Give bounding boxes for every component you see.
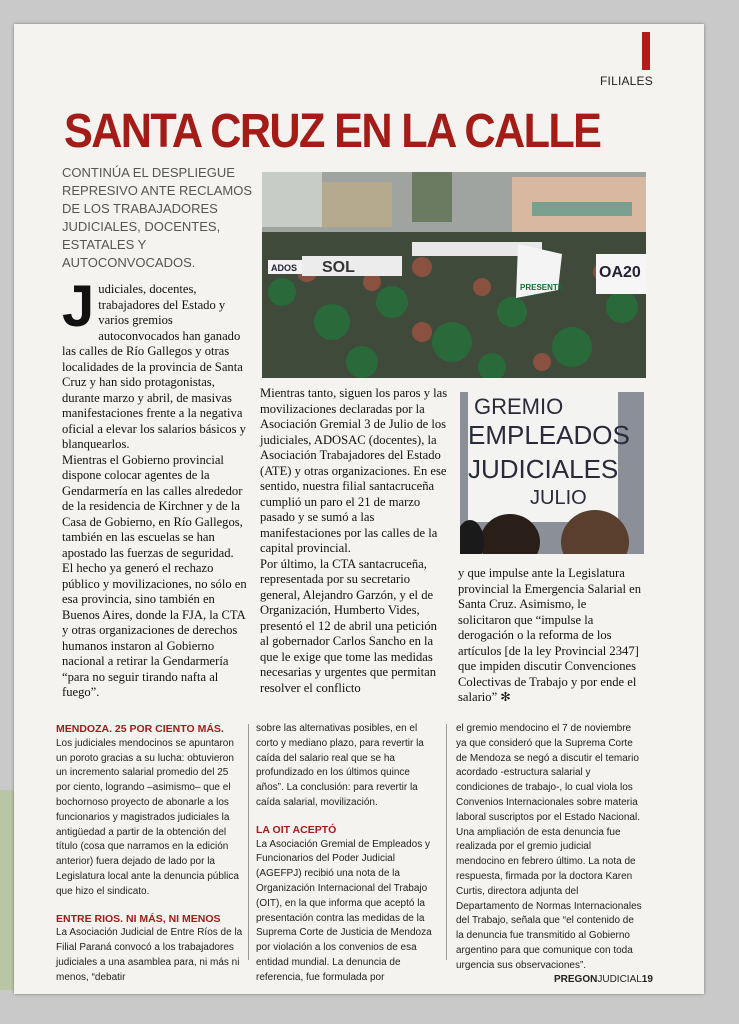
sign-text-right: OA20 <box>599 264 641 281</box>
banner-line-4: JULIO <box>530 487 587 509</box>
banner-text-mid: SOL <box>322 259 355 276</box>
banner-text-left: ADOS <box>271 263 298 273</box>
column-divider <box>446 724 447 960</box>
banner-line-2: EMPLEADOS <box>468 420 630 450</box>
brief-column-1 <box>56 722 244 986</box>
article-column-2: Mientras tanto, siguen los paros y las movilizaciones declaradas por la Asociación Gremial 3 de Julio de los judiciales, ADOSAC (docentes), la Asociación Trabajadores del Estado (ATE) y otras organizaciones. En ese sentido, nuestra filial santacruceña cumplió un paro el 21 de marzo pasado y se sumó a las manifestaciones por las calles de la capital provincial. Por último, la CTA santacruceña, representada por su secretario general, Alejandro Garzón, y el de Organización, Humberto Vides, presentó el 12 de abril una petición al gobernador Carlos Sancho en la que le exige que tome las medidas necesarias y urgentes que permitan resolver el conflicto <box>260 386 448 695</box>
page-edge-strip <box>0 790 14 990</box>
footer-brand-a: PREGON <box>554 974 598 985</box>
brief-body-mendoza: Los judiciales mendocinos se apuntaron un poroto gracias a su lucha: obtuvieron un incremento salarial promedio del 25 por ciento, logrando –asimismo– que el bochornoso proyecto de abonarle a los funcionarios y magistrados judiciales la antigüedad a partir de la obtención del título (cosa que narramos en la edición anterior) fuera dejado de lado por la Legislatura local ante la denuncia pública que hizo el sindicato. <box>56 737 239 897</box>
drop-cap: J <box>62 274 95 339</box>
page-footer <box>554 974 653 985</box>
banner-line-3: JUDICIALES <box>468 454 619 484</box>
headline: SANTA CRUZ EN LA CALLE <box>64 105 601 158</box>
section-label: FILIALES <box>600 74 653 88</box>
section-marker <box>642 32 650 70</box>
brief-body-oit: La Asociación Gremial de Empleados y Funcionarios del Poder Judicial (AGEFPJ) recibió una nota de la Organización Internacional del Trabajo (OIT), en la que informa que aceptó la presentación contra las medidas de la Suprema Corte de Justicia de Mendoza por violación a los convenios de esa entidad mundial. La denuncia de referencia, fue formulada por <box>256 838 432 983</box>
article-column-1 <box>62 274 248 701</box>
brief-body-oit-continued: el gremio mendocino el 7 de noviembre ya que consideró que la Suprema Corte de Mendoza se negó a discutir el temario acordado -estructura salarial y condiciones de trabajo-, lo cual viola los Convenios Internacionales sobre materia laboral suscriptos por el Estado Nacional. Una ampliación de esta denuncia fue realizada por el gremio judicial mendocino en febrero último. La nota de respuesta, firmada por la doctora Karen Curtis, directora adjunta del Departamento de Normas Internacionales del Trabajo, señala que “el contenido de la denuncia fue transmitido al Gobierno argentino para que comunique con toda urgencia sus observaciones”. <box>456 723 642 971</box>
column-divider <box>248 724 249 960</box>
article-text-1: udiciales, docentes, trabajadores del Estado y varios gremios autoconvocados han ganado las calles de Río Gallegos y otras localidades de la provincia de Santa Cruz y han sido protagonistas, durante marzo y abril, de masivas manifestaciones frente a la negativa oficial a elevar los salarios básicos y blanquearlos. Mientras el Gobierno provincial dispone colocar agentes de la Gendarmería en las calles alrededor de la residencia de Kirchner y de la Casa de Gobierno, en Río Gallegos, también en las escuelas se han apostado las fuerzas de seguridad. El hecho ya generó el rechazo público y movilizaciones, no sólo en esa provincia, sino también en Buenos Aires, donde la FJA, la CTA y otras organizaciones de derechos humanos instaron al Gobierno nacional a retirar la Gendarmería “para no seguir tirando nafta al fuego”. <box>62 282 247 699</box>
article-column-3: y que impulse ante la Legislatura provincial la Emergencia Salarial en Santa Cruz. Asimismo, le solicitaron que “impulse la derogación o la reforma de los artículos [de la ley Provincial 2347] que impiden discutir Convenciones Colectivas de Trabajo y por ende el salario” ✻ <box>458 566 641 704</box>
brief-column-3 <box>456 722 642 974</box>
crowd-protest-photo <box>262 172 646 378</box>
union-banner-photo <box>460 392 644 554</box>
page-number: 19 <box>641 974 653 985</box>
footer-brand-b: JUDICIAL <box>597 974 642 985</box>
brief-column-2 <box>256 722 438 986</box>
brief-body-continued: sobre las alternativas posibles, en el corto y mediano plazo, para revertir la caída del salario real que se ha profundizado en los últimos quince años”. La conclusión: para revertir la caída salarial, movilización. <box>256 723 424 808</box>
brief-heading-entre-rios: ENTRE RIOS. NI MÁS, NI MENOS <box>56 912 221 925</box>
brief-body-entre-rios: La Asociación Judicial de Entre Ríos de la Filial Paraná convocó a los trabajadores judiciales a una asamblea para, ni más ni menos, “debatir <box>56 927 243 983</box>
banner-line-1: GREMIO <box>474 394 564 419</box>
flag-text: PRESENTE <box>520 283 564 292</box>
brief-heading-mendoza: MENDOZA. 25 POR CIENTO MÁS. <box>56 723 224 735</box>
brief-heading-oit: LA OIT ACEPTÓ <box>256 823 337 836</box>
magazine-page <box>14 24 704 994</box>
subheadline: CONTINÚA EL DESPLIEGUE REPRESIVO ANTE RECLAMOS DE LOS TRABAJADORES JUDICIALES, DOCENTES, ESTATALES Y AUTOCONVOCADOS. <box>62 165 252 270</box>
